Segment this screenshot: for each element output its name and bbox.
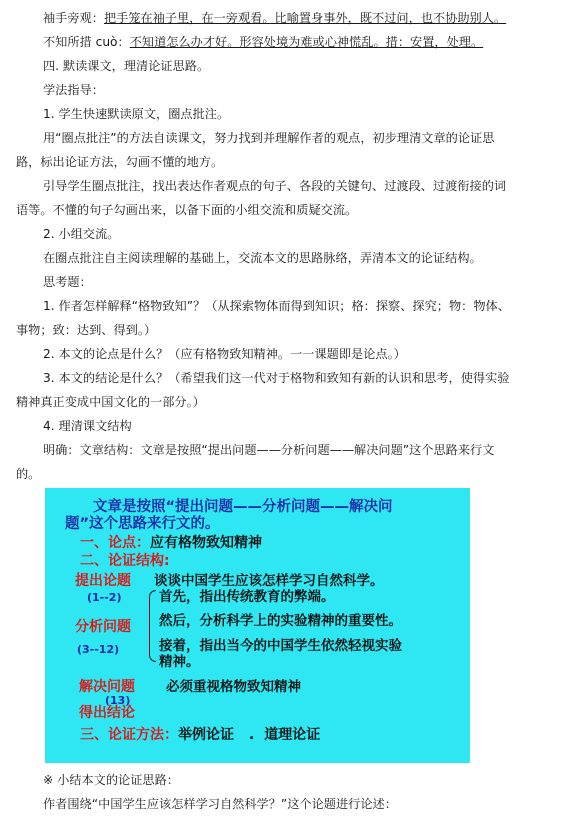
question: 2. 本文的论点是什么？（应有格物致知精神。一一课题即是论点。）: [43, 347, 406, 361]
method-text-2: 道理论证: [264, 727, 321, 743]
idiom-line-1: [16, 6, 546, 30]
paragraph: 路，标出论证方法，勾画不懂的地方。: [16, 155, 224, 169]
solve-paragraphs: (13): [105, 694, 131, 707]
paragraph: 1. 学生快速默读原文，圈点批注。: [43, 107, 230, 121]
conclude-label: 得出结论: [79, 705, 135, 721]
paragraph: 在圈点批注自主阅读理解的基础上，交流本文的思路脉络，弄清本文的论证结构。: [43, 251, 482, 265]
analyze-paragraphs: (3--12): [77, 643, 120, 656]
idiom-definition: 把手笼在袖子里，在一旁观看。比喻置身事外，既不过问，也不协助别人。: [103, 11, 507, 25]
paragraph: 思考题：: [43, 275, 92, 289]
analyze-point-1: 首先，指出传统教育的弊端。: [159, 589, 335, 605]
paragraph: 用“圈点批注”的方法自读课文，努力找到并理解作者的观点，初步理清文章的论证思: [43, 131, 495, 145]
paragraph: 引导学生圈点批注，找出表达作者观点的句子、各段的关键句、过渡段、过渡衔接的词: [43, 179, 507, 193]
thesis-label: 一、论点：: [80, 535, 150, 551]
idiom-line-2: [16, 30, 546, 54]
thesis-text: 应有格物致知精神: [150, 535, 262, 551]
method-label: 三、论证方法：: [80, 727, 178, 743]
slide-title-line2: 题”这个思路来行文的。: [65, 516, 220, 532]
paragraph: 语等。不懂的句子勾画出来，以备下面的小组交流和质疑交流。: [16, 203, 358, 217]
analyze-point-3a: 接着，指出当今的中国学生依然轻视实验: [159, 638, 402, 654]
method-text-1: 举例论证: [178, 727, 234, 743]
paragraph: 2. 小组交流。: [43, 227, 120, 241]
question: 精神真正变成中国文化的一部分。）: [16, 395, 205, 409]
paragraph: 的。: [16, 467, 41, 481]
raise-label: 提出论题: [75, 573, 131, 589]
summary-text: 作者围绕“中国学生应该怎样学习自然科学？”这个论题进行论述：: [43, 797, 397, 811]
paragraph: 4. 理清课文结构: [43, 419, 132, 433]
solve-label: 解决问题: [79, 679, 135, 695]
paragraph: 学法指导：: [43, 83, 104, 97]
idiom-term: 不知所措 cuò：: [43, 35, 130, 49]
summary-heading: ※ 小结本文的论证思路：: [43, 773, 179, 787]
raise-paragraphs: (1--2): [87, 591, 122, 604]
idiom-definition: 不知道怎么办才好。形容处境为难或心神慌乱。措：安置，处理。: [129, 35, 484, 49]
section-heading: 四. 默读课文，理清论证思路。: [43, 59, 210, 73]
paragraph: 明确：文章结构：文章是按照“提出问题——分析问题——解决问题”这个思路来行文: [43, 443, 495, 457]
question: 事物；致：达到、得到。）: [16, 323, 157, 337]
raise-text: 谈谈中国学生应该怎样学习自然科学。: [154, 573, 384, 589]
method-separator: .: [248, 727, 255, 743]
question: 3. 本文的结论是什么？（希望我们这一代对于格物和致知有新的认识和思考，使得实验: [43, 371, 510, 385]
structure-slide: [45, 488, 470, 763]
method-row: [80, 726, 320, 744]
structure-label: 二、论证结构:: [80, 553, 170, 569]
analyze-point-3b: 精神。: [159, 654, 200, 670]
analyze-label: 分析问题: [75, 619, 131, 635]
question: 1. 作者怎样解释“格物致知”？（从探索物体而得到知识；格：探察、探究；物：物体、: [43, 299, 510, 313]
analyze-point-2: 然后，分析科学上的实验精神的重要性。: [159, 613, 402, 629]
thesis-row: [80, 534, 262, 552]
analyze-brace: [149, 590, 156, 662]
document-body: [16, 6, 546, 486]
solve-text: 必须重视格物致知精神: [166, 679, 301, 695]
slide-title-line1: 文章是按照“提出问题——分析问题——解决问: [93, 499, 393, 515]
idiom-term: 袖手旁观：: [43, 11, 104, 25]
